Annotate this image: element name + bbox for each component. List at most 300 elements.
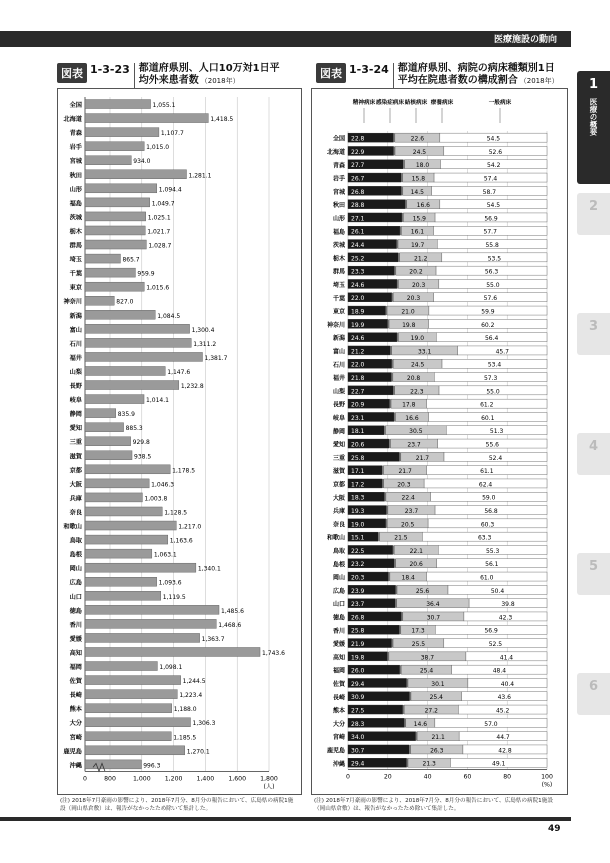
value-label-general: 41.4	[499, 654, 514, 662]
value-label-psychiatric: 24.6	[351, 281, 365, 289]
category-label: 北海道	[326, 148, 345, 156]
category-label: 愛媛	[69, 635, 82, 643]
value-label: 1,093.6	[158, 579, 182, 587]
value-label-general: 51.3	[489, 428, 504, 436]
value-label-general: 52.6	[488, 148, 503, 156]
value-label-psychiatric: 27.1	[351, 215, 365, 223]
value-label-longterm: 25.6	[415, 587, 430, 595]
value-label-longterm: 15.8	[411, 175, 426, 183]
bar	[85, 535, 168, 544]
value-label-longterm: 22.1	[409, 547, 423, 555]
chart-left-frame	[57, 88, 302, 795]
bar	[85, 465, 170, 474]
category-label: 茨城	[332, 242, 345, 250]
bar-segment-infection-tb	[393, 386, 395, 395]
value-label-psychiatric: 20.3	[351, 574, 365, 582]
value-label: 1,340.1	[197, 565, 221, 573]
value-label-psychiatric: 19.9	[351, 321, 365, 329]
value-label-longterm: 19.0	[410, 335, 425, 343]
value-label: 1,046.3	[151, 481, 175, 489]
bar-segment-infection-tb	[397, 240, 399, 249]
bar-segment-infection-tb	[392, 639, 394, 648]
value-label-longterm: 30.5	[409, 428, 423, 436]
figure-year: （2018年）	[200, 77, 240, 85]
value-label-general: 49.1	[492, 760, 506, 768]
value-label-general: 60.2	[481, 321, 495, 329]
value-label: 1,281.1	[188, 172, 212, 180]
value-label-longterm: 24.5	[410, 361, 425, 369]
bar-segment-infection-tb	[390, 399, 392, 408]
x-tick-label: 100	[541, 773, 553, 781]
category-label: 和歌山	[63, 523, 82, 531]
value-label-psychiatric: 18.3	[351, 494, 365, 502]
category-label: 東京	[332, 308, 345, 316]
category-label: 鹿児島	[63, 748, 82, 756]
value-label-longterm: 21.2	[414, 255, 428, 263]
category-label: 岩手	[332, 175, 345, 183]
category-label: 鳥取	[332, 547, 345, 555]
category-label: 高知	[332, 654, 345, 662]
value-label-psychiatric: 18.9	[351, 308, 365, 316]
bar	[85, 521, 176, 530]
value-label-longterm: 38.7	[420, 654, 435, 662]
value-label: 1,363.7	[201, 635, 225, 643]
bar-segment-infection-tb	[403, 705, 405, 714]
category-label: 茨城	[69, 214, 82, 222]
value-label-longterm: 33.1	[417, 348, 432, 356]
value-label-general: 39.8	[501, 601, 515, 609]
value-label-psychiatric: 23.7	[351, 601, 365, 609]
category-label: 静岡	[332, 428, 345, 436]
value-label-psychiatric: 20.6	[351, 441, 365, 449]
category-label: 広島	[69, 579, 82, 587]
value-label: 1,063.1	[153, 551, 177, 559]
category-label: 長野	[332, 401, 345, 409]
value-label-psychiatric: 25.8	[351, 454, 365, 462]
value-label-psychiatric: 18.1	[351, 428, 365, 436]
value-label: 1,028.7	[148, 242, 172, 250]
value-label: 1,084.5	[157, 312, 181, 320]
value-label-longterm: 18.0	[415, 162, 430, 170]
category-label: 岡山	[332, 574, 345, 582]
value-label-psychiatric: 23.9	[351, 587, 365, 595]
value-label-general: 59.9	[481, 308, 495, 316]
bar	[85, 676, 181, 685]
category-label: 長崎	[69, 692, 82, 700]
bar-segment-infection-tb	[382, 479, 384, 488]
value-label-general: 56.4	[484, 335, 499, 343]
category-label: 福岡	[69, 664, 82, 672]
category-label: 北海道	[63, 116, 82, 124]
value-label-general: 57.3	[483, 374, 498, 382]
category-label: 島根	[69, 551, 82, 559]
value-label-general: 52.5	[488, 640, 503, 648]
value-label: 1,015.0	[146, 144, 170, 152]
value-label-psychiatric: 17.1	[351, 468, 365, 476]
value-label-longterm: 25.4	[419, 667, 434, 675]
x-tick-label: 1,800	[260, 775, 278, 783]
value-label-psychiatric: 21.8	[351, 374, 365, 382]
bar	[85, 718, 191, 727]
value-label-general: 57.6	[483, 295, 498, 303]
value-label-general: 55.3	[485, 547, 500, 555]
bar-segment-infection-tb	[400, 665, 402, 674]
bar-segment-infection-tb	[382, 466, 384, 475]
bar	[85, 170, 186, 179]
category-label: 大阪	[332, 494, 345, 502]
value-label-general: 57.7	[483, 228, 497, 236]
value-label-psychiatric: 20.9	[351, 401, 365, 409]
title-separator	[134, 63, 135, 89]
category-label: 兵庫	[332, 508, 345, 516]
value-label: 1,025.1	[147, 214, 171, 222]
footer-bar	[0, 817, 571, 821]
figure-title-line2: 均外来患者数	[138, 75, 199, 86]
value-label-psychiatric: 24.4	[351, 241, 365, 249]
value-label: 938.5	[134, 453, 152, 461]
chapter-tab-label: 医療の概要	[589, 98, 598, 136]
value-label-general: 61.0	[480, 574, 494, 582]
bar	[85, 437, 131, 446]
bar-segment-infection-tb	[407, 678, 409, 687]
value-label-general: 60.3	[480, 521, 495, 529]
category-label: 石川	[69, 340, 82, 348]
category-label: 大分	[69, 720, 82, 728]
value-label-longterm: 16.1	[410, 228, 425, 236]
category-label: 栃木	[332, 255, 345, 263]
category-label: 福島	[332, 228, 345, 236]
legend-label: 療養病床	[430, 100, 454, 106]
value-label: 835.9	[117, 411, 135, 419]
chapter-tab-5[interactable]	[577, 553, 610, 595]
bar-segment-infection-tb	[401, 186, 403, 195]
bar	[85, 156, 131, 165]
category-label: 青森	[332, 162, 345, 170]
value-label-longterm: 15.9	[412, 215, 426, 223]
category-label: 宮城	[69, 158, 82, 166]
value-label-psychiatric: 30.9	[351, 694, 365, 702]
category-label: 京都	[69, 467, 82, 475]
value-label-psychiatric: 15.1	[351, 534, 365, 542]
legend-label: 感染症病床	[376, 100, 404, 106]
category-label: 香川	[332, 627, 345, 635]
category-label: 大分	[332, 720, 345, 728]
value-label-general: 60.1	[481, 414, 495, 422]
chapter-tab-6[interactable]	[577, 673, 610, 715]
category-label: 福井	[69, 354, 82, 362]
bar-segment-infection-tb	[393, 133, 395, 142]
value-label-longterm: 16.6	[405, 414, 419, 422]
value-label-psychiatric: 22.8	[351, 135, 365, 143]
figure-badge: 図表	[316, 63, 346, 83]
value-label-psychiatric: 25.8	[351, 627, 365, 635]
legend-label: 精神病床	[352, 100, 376, 106]
value-label-psychiatric: 21.9	[351, 640, 365, 648]
x-tick-label: 80	[503, 773, 512, 781]
value-label: 934.0	[133, 158, 151, 166]
bar-segment-infection-tb	[393, 545, 395, 554]
bar	[85, 296, 114, 305]
chapter-tab-4[interactable]	[577, 433, 610, 475]
outpatient-bar-chart	[58, 89, 301, 794]
value-label-psychiatric: 19.0	[351, 521, 365, 529]
bar	[85, 268, 135, 277]
bar-segment-infection-tb	[391, 373, 393, 382]
value-label-psychiatric: 22.0	[351, 361, 365, 369]
category-label: 長崎	[332, 694, 345, 702]
value-label-psychiatric: 29.4	[351, 760, 365, 768]
category-label: 富山	[332, 348, 345, 356]
chapter-tab-number: 4	[588, 439, 599, 454]
category-label: 全国	[332, 135, 345, 143]
value-label-psychiatric: 26.8	[351, 614, 365, 622]
value-label-psychiatric: 17.2	[351, 481, 365, 489]
category-label: 香川	[69, 621, 82, 629]
value-label-general: 40.4	[500, 680, 515, 688]
category-label: 佐賀	[69, 678, 82, 686]
category-label: 福岡	[332, 667, 345, 675]
value-label: 1,003.8	[144, 495, 168, 503]
category-label: 埼玉	[69, 256, 82, 264]
value-label-longterm: 25.5	[411, 640, 426, 648]
section-title: 医療施設の動向	[493, 35, 557, 45]
value-label: 1,306.3	[192, 720, 216, 728]
bar-segment-infection-tb	[401, 612, 403, 621]
value-label: 1,217.0	[178, 523, 202, 531]
value-label-psychiatric: 25.2	[351, 255, 365, 263]
figure-title-line1: 都道府県別、病院の病床種類別1日	[397, 63, 555, 74]
bar	[85, 746, 185, 755]
category-label: 福井	[332, 375, 345, 383]
chart-right-frame	[311, 88, 568, 795]
bar	[85, 479, 149, 488]
bar-segment-infection-tb	[388, 319, 390, 328]
bar	[85, 212, 146, 221]
value-label-general: 56.8	[484, 507, 498, 515]
bar	[85, 254, 120, 263]
value-label-psychiatric: 29.4	[351, 680, 365, 688]
category-label: 石川	[332, 361, 345, 369]
value-label: 1,418.5	[210, 116, 234, 124]
category-label: 三重	[332, 454, 345, 462]
category-label: 愛知	[69, 425, 82, 433]
category-label: 沖縄	[69, 762, 82, 770]
bar	[85, 226, 145, 235]
bar	[85, 619, 216, 628]
value-label: 929.8	[132, 439, 150, 447]
x-tick-label: 0	[83, 775, 87, 783]
bar	[85, 662, 157, 671]
value-label-general: 42.3	[498, 614, 513, 622]
category-label: 奈良	[69, 509, 82, 517]
value-label-longterm: 17.3	[411, 627, 425, 635]
bar-segment-infection-tb	[399, 625, 401, 634]
value-label-longterm: 17.8	[402, 401, 416, 409]
value-label-longterm: 20.2	[409, 268, 423, 276]
category-label: 山梨	[332, 388, 345, 396]
chapter-tab-number: 6	[588, 679, 599, 694]
value-label-longterm: 21.0	[401, 308, 415, 316]
value-label-psychiatric: 30.7	[351, 747, 365, 755]
bar	[85, 240, 146, 249]
bar-segment-infection-tb	[394, 412, 396, 421]
value-label-general: 56.9	[484, 627, 498, 635]
value-label: 1,381.7	[204, 354, 228, 362]
bar-segment-infection-tb	[384, 492, 386, 501]
category-label: 山口	[69, 593, 82, 601]
category-label: 新潟	[332, 335, 345, 343]
value-label: 1,119.5	[162, 593, 186, 601]
value-label: 1,094.4	[158, 186, 182, 194]
category-label: 滋賀	[332, 468, 345, 476]
bar-segment-infection-tb	[404, 718, 406, 727]
bar-segment-infection-tb	[401, 173, 403, 182]
value-label-longterm: 21.7	[415, 454, 430, 462]
bar-segment-infection-tb	[394, 266, 396, 275]
value-label-psychiatric: 22.0	[351, 295, 365, 303]
value-label-longterm: 18.4	[401, 574, 415, 582]
value-label-general: 55.8	[485, 241, 499, 249]
value-label-longterm: 20.6	[409, 561, 423, 569]
chapter-tab-1[interactable]	[577, 71, 610, 184]
chapter-tab-3[interactable]	[577, 313, 610, 355]
bar-segment-infection-tb	[384, 426, 386, 435]
figure-left-note: (注) 2018年7月豪雨の影響により、2018年7月分、8月分の報告において、広島県の病院1施設（岡山県倉敷）は、報告がなかったため除いて集計した。	[60, 798, 294, 812]
legend-label: 結核病床	[404, 100, 428, 106]
category-label: 富山	[69, 326, 82, 334]
value-label-general: 58.7	[482, 188, 497, 196]
bar	[85, 324, 190, 333]
value-label: 1,188.0	[173, 706, 197, 714]
figure-number: 1-3-23	[90, 63, 130, 76]
value-label-general: 62.4	[478, 481, 493, 489]
figure-left-title	[57, 63, 292, 89]
category-label: 埼玉	[332, 281, 345, 289]
value-label-longterm: 19.7	[410, 241, 425, 249]
value-label-psychiatric: 27.5	[351, 707, 365, 715]
value-label-longterm: 14.5	[410, 188, 424, 196]
category-label: 大阪	[69, 481, 82, 489]
value-label-general: 57.4	[483, 175, 498, 183]
bar-segment-infection-tb	[400, 226, 402, 235]
chapter-tab-number: 3	[588, 319, 599, 334]
category-label: 千葉	[332, 295, 345, 303]
x-tick-label: 1,000	[132, 775, 151, 783]
value-label-psychiatric: 27.7	[351, 162, 365, 170]
value-label-psychiatric: 23.3	[351, 268, 365, 276]
value-label-general: 54.5	[486, 202, 501, 210]
value-label-psychiatric: 21.2	[351, 348, 365, 356]
value-label: 1,021.7	[147, 228, 171, 236]
bar	[85, 142, 144, 151]
value-label: 1,468.6	[218, 621, 242, 629]
value-label: 1,311.2	[193, 340, 217, 348]
chapter-tab-2[interactable]	[577, 193, 610, 235]
value-label-psychiatric: 22.9	[351, 148, 365, 156]
value-label-longterm: 23.7	[404, 507, 419, 515]
x-axis-unit: (人)	[263, 783, 275, 791]
bar-segment-infection-tb	[398, 253, 400, 262]
value-label: 1,014.1	[146, 397, 169, 405]
bar-segment-infection-tb	[409, 745, 411, 754]
bar-segment-infection-tb	[403, 160, 405, 169]
value-label-general: 45.7	[495, 348, 509, 356]
value-label-longterm: 21.5	[394, 534, 408, 542]
bar-segment-infection-tb	[405, 200, 407, 209]
category-label: 奈良	[332, 521, 345, 529]
bar	[85, 493, 142, 502]
value-label-general: 42.8	[498, 747, 512, 755]
value-label-longterm: 21.7	[398, 468, 412, 476]
bar	[85, 409, 116, 418]
category-label: 長野	[69, 383, 82, 391]
value-label-general: 48.4	[492, 667, 507, 675]
figure-badge: 図表	[57, 63, 87, 83]
value-label-longterm: 36.4	[426, 601, 440, 609]
bar	[85, 395, 144, 404]
bar	[85, 310, 155, 319]
value-label: 996.3	[143, 762, 161, 770]
value-label-longterm: 14.6	[413, 720, 428, 728]
bar	[85, 507, 162, 516]
value-label-general: 57.0	[484, 720, 498, 728]
category-label: 宮崎	[332, 734, 345, 742]
value-label-longterm: 22.4	[401, 494, 415, 502]
value-label-general: 50.4	[490, 587, 505, 595]
value-label-psychiatric: 26.8	[351, 188, 365, 196]
x-tick-label: 1,200	[164, 775, 183, 783]
value-label-psychiatric: 19.8	[351, 654, 365, 662]
bar	[85, 423, 124, 432]
chapter-tab-number: 5	[588, 559, 599, 574]
bar	[85, 451, 132, 460]
value-label: 1,223.4	[179, 692, 203, 700]
value-label-general: 56.1	[485, 561, 499, 569]
value-label-general: 53.5	[487, 255, 502, 263]
category-label: 鳥取	[69, 537, 82, 545]
bar	[85, 605, 219, 614]
bar	[85, 282, 144, 291]
bar-segment-infection-tb	[397, 333, 399, 342]
category-label: 三重	[69, 439, 82, 447]
value-label-general: 44.7	[496, 734, 510, 742]
value-label: 865.7	[122, 256, 140, 264]
bar-segment-infection-tb	[392, 359, 394, 368]
value-label-general: 55.6	[485, 441, 500, 449]
bar	[85, 690, 177, 699]
category-label: 神奈川	[63, 298, 82, 306]
category-label: 鹿児島	[326, 747, 345, 755]
category-label: 青森	[69, 130, 82, 138]
value-label-psychiatric: 24.6	[351, 335, 365, 343]
x-tick-label: 0	[346, 773, 350, 781]
value-label-longterm: 30.1	[431, 680, 445, 688]
value-label-longterm: 27.2	[424, 707, 438, 715]
figure-number: 1-3-24	[349, 63, 389, 76]
value-label-longterm: 30.7	[426, 614, 441, 622]
category-label: 福島	[69, 200, 82, 208]
value-label: 1,185.5	[173, 734, 197, 742]
category-label: 山梨	[69, 368, 82, 376]
bar-segment-infection-tb	[394, 146, 396, 155]
figure-right-note: (注) 2018年7月豪雨の影響により、2018年7月分、8月分の報告において、広島県の病院1施設（岡山県倉敷）は、報告がなかったため除いて集計した。	[314, 798, 553, 812]
value-label-longterm: 24.5	[412, 148, 427, 156]
value-label: 1,244.5	[182, 678, 206, 686]
value-label: 1,743.6	[262, 649, 285, 657]
bar	[85, 184, 157, 193]
bar	[85, 100, 151, 109]
value-label-general: 54.2	[487, 162, 501, 170]
